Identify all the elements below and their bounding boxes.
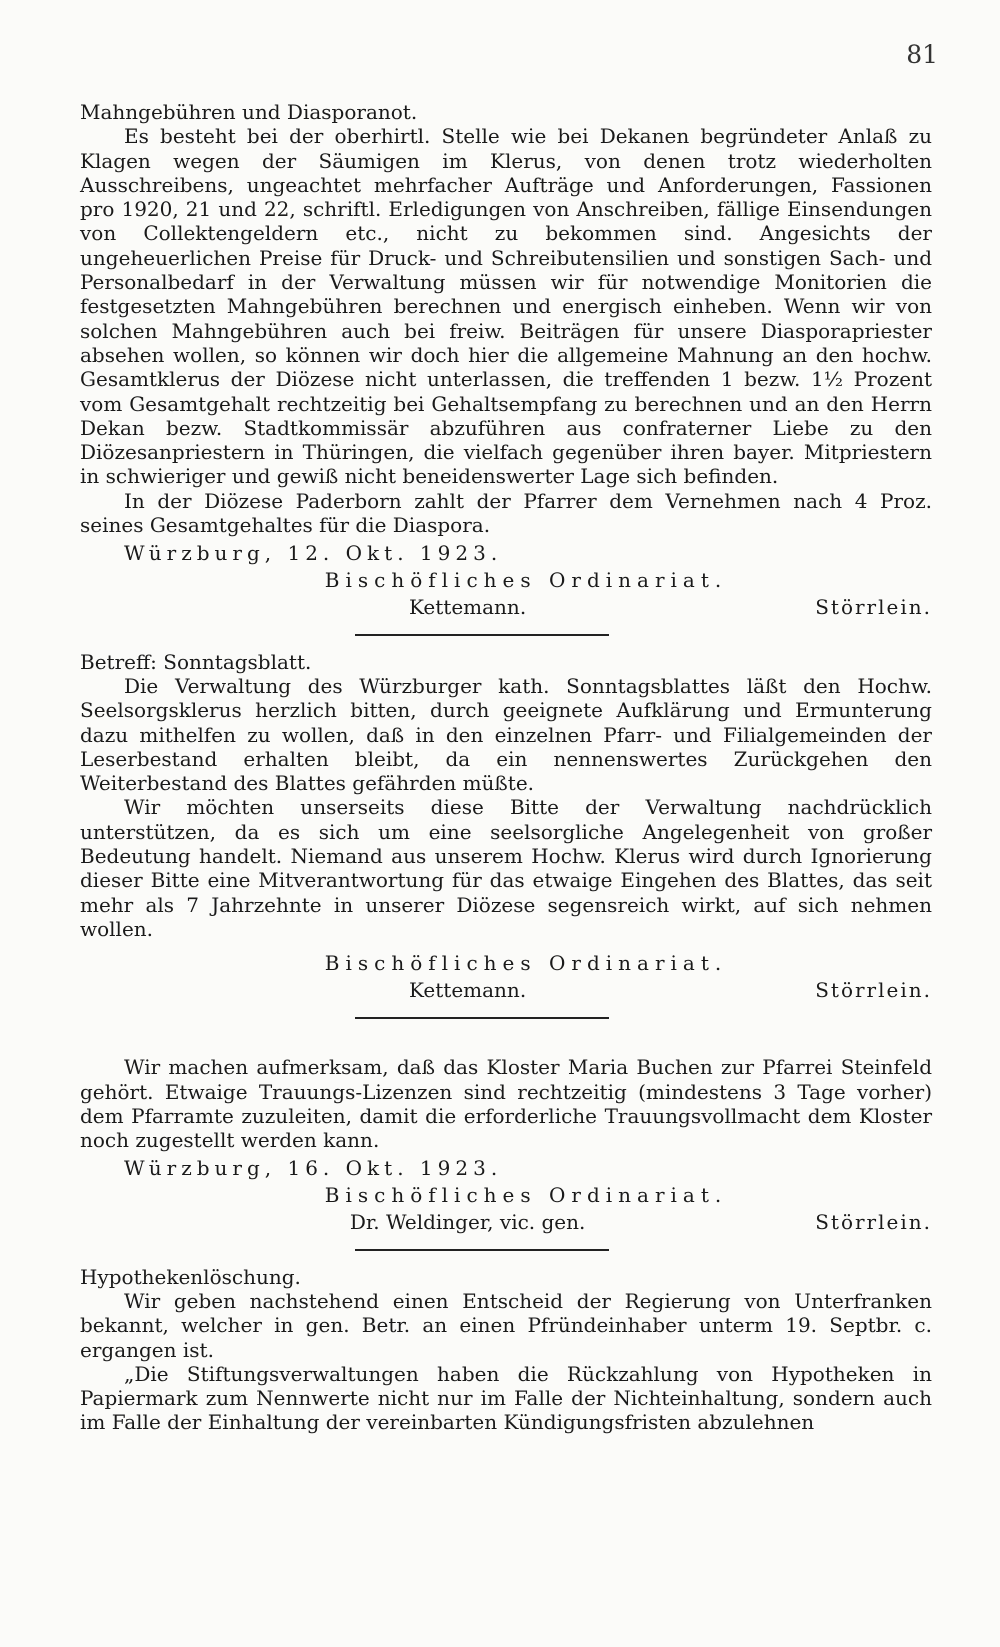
- signature-org: Bischöfliches Ordinariat.: [324, 1182, 728, 1207]
- paragraph: „Die Stiftungsverwaltungen haben die Rückzahlung von Hypotheken in Papiermark zum Nennwerte nicht nur im Falle der Nichteinhaltung, sondern auch im Falle der Einhaltung der vereinbarten Kündigungsfristen abzulehnen: [80, 1361, 932, 1435]
- date-text: Würzburg, 12. Okt. 1923.: [124, 541, 503, 566]
- signature-right: Störrlein.: [815, 1209, 932, 1234]
- paragraph: Es besteht bei der oberhirtl. Stelle wie bei Dekanen begründeter Anlaß zu Klagen wegen der Säumigen im Klerus, von denen trotz wiederholten Ausschreibens, ungeachtet mehrfacher Aufträge und Anforderungen, Fassionen pro 1920, 21 und 22, schriftl. Erledigungen von Anschreiben, fällige Einsendungen von Collektengeldern etc., nicht zu bekommen sind. Angesichts der ungeheuerlichen Preise für Druck- und Schreibutensilien und sonstigen Sach- und Personalbedarf in der Verwaltung müssen wir für notwendige Monitorien die festgesetzten Mahngebühren berechnen und energisch einheben. Wenn wir von solchen Mahngebühren auch bei freiw. Beiträgen für unsere Diasporapriester absehen wollen, so können wir doch hier die allgemeine Mahnung an den hochw. Gesamtklerus der Diözese nicht unterlassen, die treffenden 1 bezw. 1½ Prozent vom Gesamtgehalt rechtzeitig bei Gehaltsempfang zu berechnen und an den Herrn Dekan bezw. Stadtkommissär abzuführen aus confraterner Liebe zu den Diözesanpriestern in Thüringen, die vielfach gegenüber ihren bayer. Mitpriestern in schwieriger und gewiß nicht beneidenswerter Lage sich befinden.: [80, 124, 932, 489]
- signature-row: [80, 595, 932, 620]
- section-heading-mahngebuehren: Mahngebühren und Diasporanot.: [80, 100, 418, 124]
- divider-rule: [355, 634, 609, 636]
- signature-org: Bischöfliches Ordinariat.: [324, 951, 728, 976]
- paragraph: Wir machen aufmerksam, daß das Kloster Maria Buchen zur Pfarrei Steinfeld gehört. Etwaige Trauungs-Lizenzen sind rechtzeitig (mindestens 3 Tage vorher) dem Pfarramte zuzuleiten, damit die erforderliche Trauungsvollmacht dem Kloster noch zugestellt werden kann.: [80, 1055, 932, 1153]
- signature-block: [80, 568, 932, 620]
- spacer: [80, 1033, 932, 1055]
- date-line: [124, 541, 932, 565]
- date-line: [124, 1156, 932, 1180]
- signature-right: Störrlein.: [815, 594, 932, 619]
- signature-org: Bischöfliches Ordinariat.: [324, 567, 728, 592]
- paragraph: In der Diözese Paderborn zahlt der Pfarrer dem Vernehmen nach 4 Proz. seines Gesamtgehaltes für die Diaspora.: [80, 488, 932, 538]
- paragraph: Wir geben nachstehend einen Entscheid der Regierung von Unterfranken bekannt, welcher in gen. Betr. an einen Pfründeinhaber unterm 19. Septbr. c. ergangen ist.: [80, 1288, 932, 1362]
- page-number: 81: [906, 40, 938, 69]
- divider-rule: [355, 1249, 609, 1251]
- signature-block: [80, 1183, 932, 1235]
- signature-block: [80, 951, 932, 1003]
- signature-row: [80, 1210, 932, 1235]
- signature-name: Kettemann.: [409, 594, 527, 619]
- section-heading-hypothekenloeschung: Hypothekenlöschung.: [80, 1264, 301, 1289]
- divider-rule: [355, 1017, 609, 1019]
- signature-name: Dr. Weldinger, vic. gen.: [349, 1209, 586, 1234]
- paragraph: Wir möchten unserseits diese Bitte der Verwaltung nachdrücklich unterstützen, da es sich um eine seelsorgliche Angelegenheit von großer Bedeutung handelt. Niemand aus unserem Hochw. Klerus wird durch Ignorierung dieser Bitte eine Mitverantwortung für das etwaige Eingehen des Blattes, das seit mehr als 7 Jahrzehnte in unserer Diözese segensreich wirkt, auf sich nehmen wollen.: [80, 795, 932, 941]
- page-content: [80, 100, 932, 1435]
- signature-name: Kettemann.: [409, 978, 527, 1003]
- section-heading-sonntagsblatt: Betreff: Sonntagsblatt.: [80, 649, 312, 674]
- signature-right: Störrlein.: [815, 978, 932, 1003]
- date-text: Würzburg, 16. Okt. 1923.: [124, 1156, 503, 1181]
- paragraph: Die Verwaltung des Würzburger kath. Sonntagsblattes läßt den Hochw. Seelsorgsklerus herzlich bitten, durch geeignete Aufklärung und Ermunterung dazu mithelfen zu wollen, daß in den einzelnen Pfarr- und Filialgemeinden der Leserbestand erhalten bleibt, da ein nennenswertes Zurückgehen den Weiterbestand des Blattes gefährden müßte.: [80, 673, 932, 796]
- signature-row: [80, 978, 932, 1003]
